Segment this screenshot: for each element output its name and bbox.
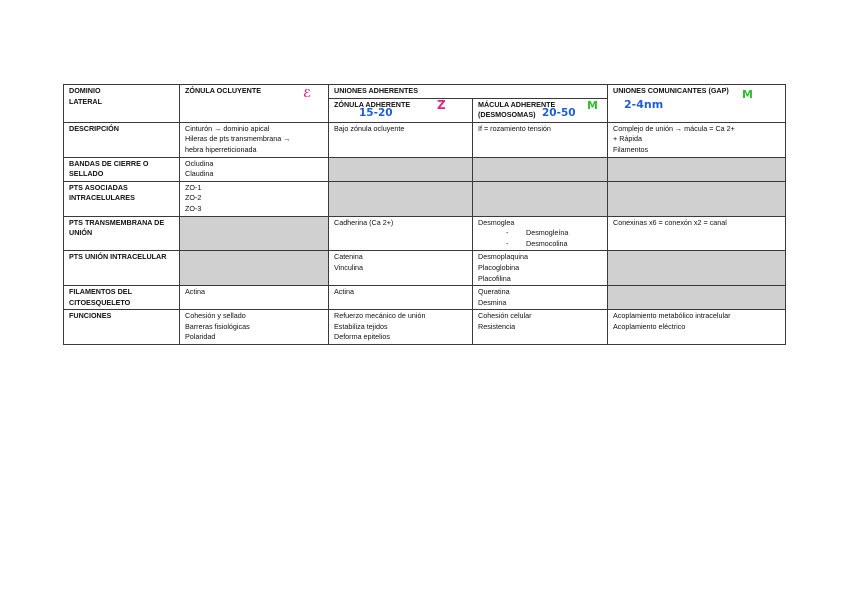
label-pts-transmembrana [64,216,180,251]
row-bandas [64,157,786,181]
cell-descripcion-za [329,122,473,157]
annotation-gap-size: 2-4nm [624,98,664,111]
header-uniones-adherentes: UNIONES ADHERENTES [329,85,608,99]
row-pts-asociadas [64,181,786,216]
text-line: Acoplamiento eléctrico [613,321,686,331]
header-gap: UNIONES COMUNICANTES (GAP) [608,85,786,123]
text-line: + Rápida [613,134,642,144]
cell-filamentos-zo [180,286,329,310]
label-line: SELLADO [69,169,104,179]
empty-cell [473,181,608,216]
cell-descripcion-zo [180,122,329,157]
text-line: Barreras fisiológicas [185,321,250,331]
row-filamentos [64,286,786,310]
cell-funciones-zo [180,310,329,345]
text-line: Cohesión y sellado [185,311,246,321]
header-macula-line1: MÁCULA ADHERENTE [478,99,556,109]
text-line: Desmoglea [478,217,515,227]
annotation-macula-mark: M [587,99,598,112]
text-line: Resistencia [478,321,516,331]
label-pts-union: PTS UNIÓN INTRACELULAR [64,251,180,286]
text-line: Estabiliza tejidos [334,321,388,331]
cell-pts-transmembrana-za [329,216,473,251]
annotation-zonula-ocluyente-mark: ℰ [303,87,312,100]
text-line: If = rozamiento tensión [478,123,551,133]
row-pts-union [64,251,786,286]
cell-pts-union-za [329,251,473,286]
label-bandas [64,157,180,181]
label-descripcion: DESCRIPCIÓN [64,122,180,157]
header-domain-line1: DOMINIO [69,86,101,95]
cell-funciones-za [329,310,473,345]
empty-cell [608,157,786,181]
cell-pts-asociadas-zo [180,181,329,216]
cell-filamentos-za [329,286,473,310]
text-line: Placofilina [478,273,511,283]
text-line: Vinculina [334,262,364,272]
cell-pts-union-ma [473,251,608,286]
cell-descripcion-gap [608,122,786,157]
text-line: Cohesión celular [478,311,532,321]
text-line: Ocludina [185,158,214,168]
text-line: Hileras de pts transmembrana → [185,134,291,144]
cell-descripcion-ma [473,122,608,157]
header-zonula-ocluyente: ZÓNULA OCLUYENTE [180,85,329,123]
text-line: Actina [334,287,354,297]
cell-junctions-table [63,84,786,345]
cell-bandas-zo [180,157,329,181]
cell-pts-transmembrana-gap [608,216,786,251]
cell-funciones-ma [473,310,608,345]
text-line: Desmina [478,297,507,307]
label-pts-asociadas [64,181,180,216]
label-line: PTS ASOCIADAS [69,182,128,192]
header-domain [64,85,180,123]
cell-filamentos-ma [473,286,608,310]
annotation-gap-mark: M [742,88,753,101]
text-line: ZO-2 [185,193,202,203]
header-domain-line2: LATERAL [69,96,103,106]
empty-cell [180,251,329,286]
cell-pts-transmembrana-ma [473,216,608,251]
text-line: Cinturón → dominio apical [185,123,270,133]
empty-cell [608,181,786,216]
text-line: ZO-1 [185,182,202,192]
header-zonula-adherente: ZÓNULA ADHERENTE [329,98,473,122]
annotation-zonula-adherente-mark: Z [437,98,446,112]
cell-funciones-gap [608,310,786,345]
label-line: PTS TRANSMEMBRANA DE [69,217,165,227]
text-line: Complejo de unión → mácula = Ca 2+ [613,123,735,133]
text-line: hebra hiperreticionada [185,144,257,154]
label-filamentos [64,286,180,310]
empty-cell [329,157,473,181]
text-line: Desmoplaquina [478,252,528,262]
label-line: BANDAS DE CIERRE O [69,158,149,168]
text-line: Actina [185,287,205,297]
empty-cell [473,157,608,181]
label-line: FILAMENTOS DEL [69,287,132,297]
label-line: UNIÓN [69,228,93,238]
row-funciones [64,310,786,345]
header-macula-line2: (DESMOSOMAS) [478,110,536,120]
annotation-macula-size: 20-50 [542,107,576,119]
label-line: INTRACELULARES [69,193,135,203]
label-line: CITOESQUELETO [69,297,131,307]
text-line: Placoglobina [478,262,520,272]
text-line: Deforma epitelios [334,332,390,342]
text-line: Bajo zónula ocluyente [334,123,405,133]
label-funciones: FUNCIONES [64,310,180,345]
text-line: Polaridad [185,332,216,342]
text-line: Filamentos [613,144,649,154]
text-line: Conexinas x6 = conexón x2 = canal [613,217,727,227]
sub-item: - Desmogleína [478,228,602,239]
text-line: Catenina [334,252,363,262]
annotation-zonula-adherente-size: 15-20 [359,107,393,119]
sub-item: - Desmocolina [478,239,602,250]
text-line: Refuerzo mecánico de unión [334,311,426,321]
row-descripcion [64,122,786,157]
text-line: Queratina [478,287,510,297]
empty-cell [608,251,786,286]
text-line: Acoplamiento metabólico intracelular [613,311,731,321]
text-line: Claudina [185,169,214,179]
empty-cell [608,286,786,310]
text-line: ZO-3 [185,203,202,213]
row-pts-transmembrana [64,216,786,251]
empty-cell [329,181,473,216]
empty-cell [180,216,329,251]
text-line: Cadherina (Ca 2+) [334,217,394,227]
header-row [64,85,786,99]
